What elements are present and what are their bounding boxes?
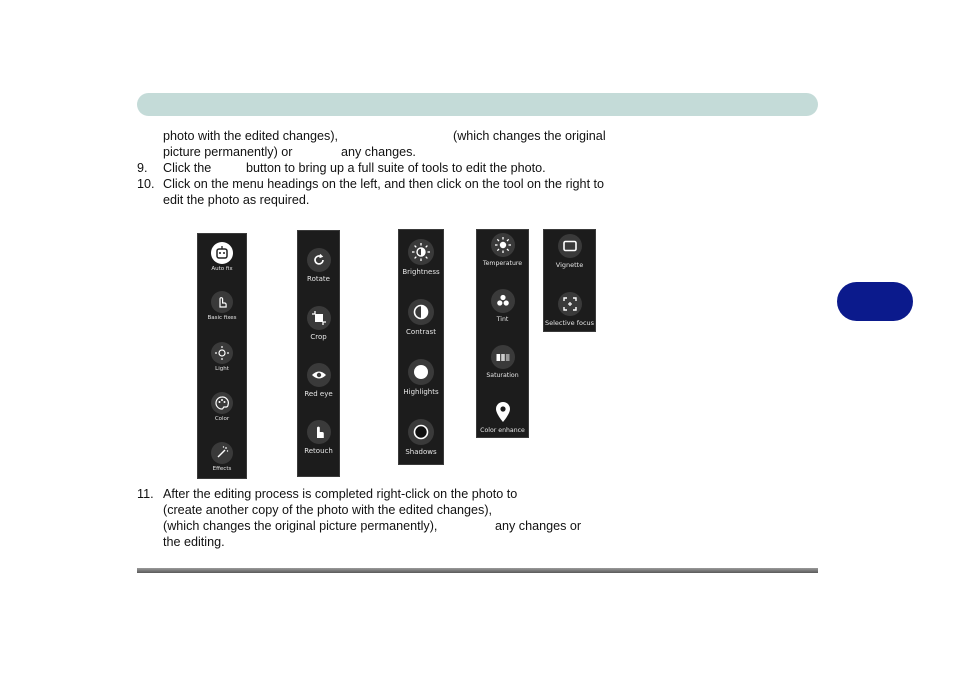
step-text: (create another copy of the photo with the edited changes),: [163, 503, 493, 517]
tool-label: Tint: [496, 316, 509, 323]
basic-fixes-panel: [297, 230, 340, 477]
vignette-icon: [558, 234, 582, 258]
para-text: picture permanently) or: [163, 145, 293, 159]
selective-focus-icon: [558, 292, 582, 316]
light-panel: [398, 229, 444, 465]
menu-label: Color: [214, 416, 230, 422]
step-text: After the editing process is completed right-click on the photo to: [163, 487, 518, 501]
step-text: button to bring up a full suite of tools to edit the photo.: [246, 161, 546, 175]
tool-label: Selective focus: [544, 319, 595, 327]
auto-fix-icon: [211, 242, 233, 264]
tool-color-enhance[interactable]: [477, 400, 528, 434]
menu-effects[interactable]: [198, 442, 246, 472]
menu-auto-fix[interactable]: [198, 242, 246, 272]
tool-label: Rotate: [307, 275, 330, 283]
chapter-tab: [837, 282, 913, 321]
step-text: any changes or: [495, 519, 582, 533]
brightness-icon: [408, 239, 434, 265]
step-number: 11.: [137, 487, 154, 501]
menu-label: Effects: [212, 466, 232, 472]
tool-label: Retouch: [304, 447, 333, 455]
menu-light[interactable]: [198, 342, 246, 372]
tool-saturation[interactable]: [477, 345, 528, 379]
step-text: the editing.: [163, 535, 225, 549]
menu-basic-fixes[interactable]: [198, 291, 246, 321]
header-bar: [137, 93, 818, 116]
tool-brightness[interactable]: [399, 239, 443, 276]
para-text: (which changes the original: [453, 129, 606, 143]
tool-label: Crop: [310, 333, 327, 341]
highlights-icon: [408, 359, 434, 385]
tint-icon: [491, 289, 515, 313]
basic-fixes-icon: [211, 291, 233, 313]
light-icon: [211, 342, 233, 364]
menu-label: Light: [215, 366, 229, 372]
step-text: Click the: [163, 161, 212, 175]
tool-label: Contrast: [406, 328, 436, 336]
crop-icon: [307, 306, 331, 330]
menu-panel: [197, 233, 247, 479]
step-text: Click on the menu headings on the left, and then click on the tool on the right to: [163, 177, 605, 191]
menu-label: Auto fix: [211, 266, 233, 272]
eye-icon: [307, 363, 331, 387]
tool-temperature[interactable]: [477, 233, 528, 267]
tool-label: Red eye: [304, 390, 333, 398]
tool-vignette[interactable]: [544, 234, 595, 269]
step-number: 9.: [137, 161, 148, 175]
menu-label: Basic fixes: [207, 315, 237, 321]
tool-shadows[interactable]: [399, 419, 443, 456]
tool-label: Temperature: [482, 260, 523, 267]
tool-selective-focus[interactable]: [544, 292, 595, 327]
tool-label: Brightness: [402, 268, 440, 276]
para-text: photo with the edited changes),: [163, 129, 339, 143]
map-pin-icon: [491, 400, 515, 424]
effects-panel: [543, 229, 596, 332]
color-panel: [476, 229, 529, 438]
tool-label: Highlights: [403, 388, 439, 396]
color-palette-icon: [211, 392, 233, 414]
tool-retouch[interactable]: [298, 420, 339, 455]
para-text: any changes.: [341, 145, 416, 159]
temperature-icon: [491, 233, 515, 257]
touch-hand-icon: [307, 420, 331, 444]
tool-tint[interactable]: [477, 289, 528, 323]
effects-wand-icon: [211, 442, 233, 464]
tool-label: Shadows: [405, 448, 437, 456]
tool-contrast[interactable]: [399, 299, 443, 336]
footer-rule: [137, 568, 818, 573]
tool-crop[interactable]: [298, 306, 339, 341]
step-number: 10.: [137, 177, 155, 191]
rotate-icon: [307, 248, 331, 272]
tool-red-eye[interactable]: [298, 363, 339, 398]
step-text: (which changes the original picture permanently),: [163, 519, 438, 533]
tool-highlights[interactable]: [399, 359, 443, 396]
contrast-icon: [408, 299, 434, 325]
tool-rotate[interactable]: [298, 248, 339, 283]
menu-color[interactable]: [198, 392, 246, 422]
step-text: edit the photo as required.: [163, 193, 310, 207]
tool-label: Color enhance: [480, 427, 525, 434]
tool-label: Saturation: [486, 372, 519, 379]
shadows-icon: [408, 419, 434, 445]
saturation-icon: [491, 345, 515, 369]
tool-label: Vignette: [555, 261, 584, 269]
